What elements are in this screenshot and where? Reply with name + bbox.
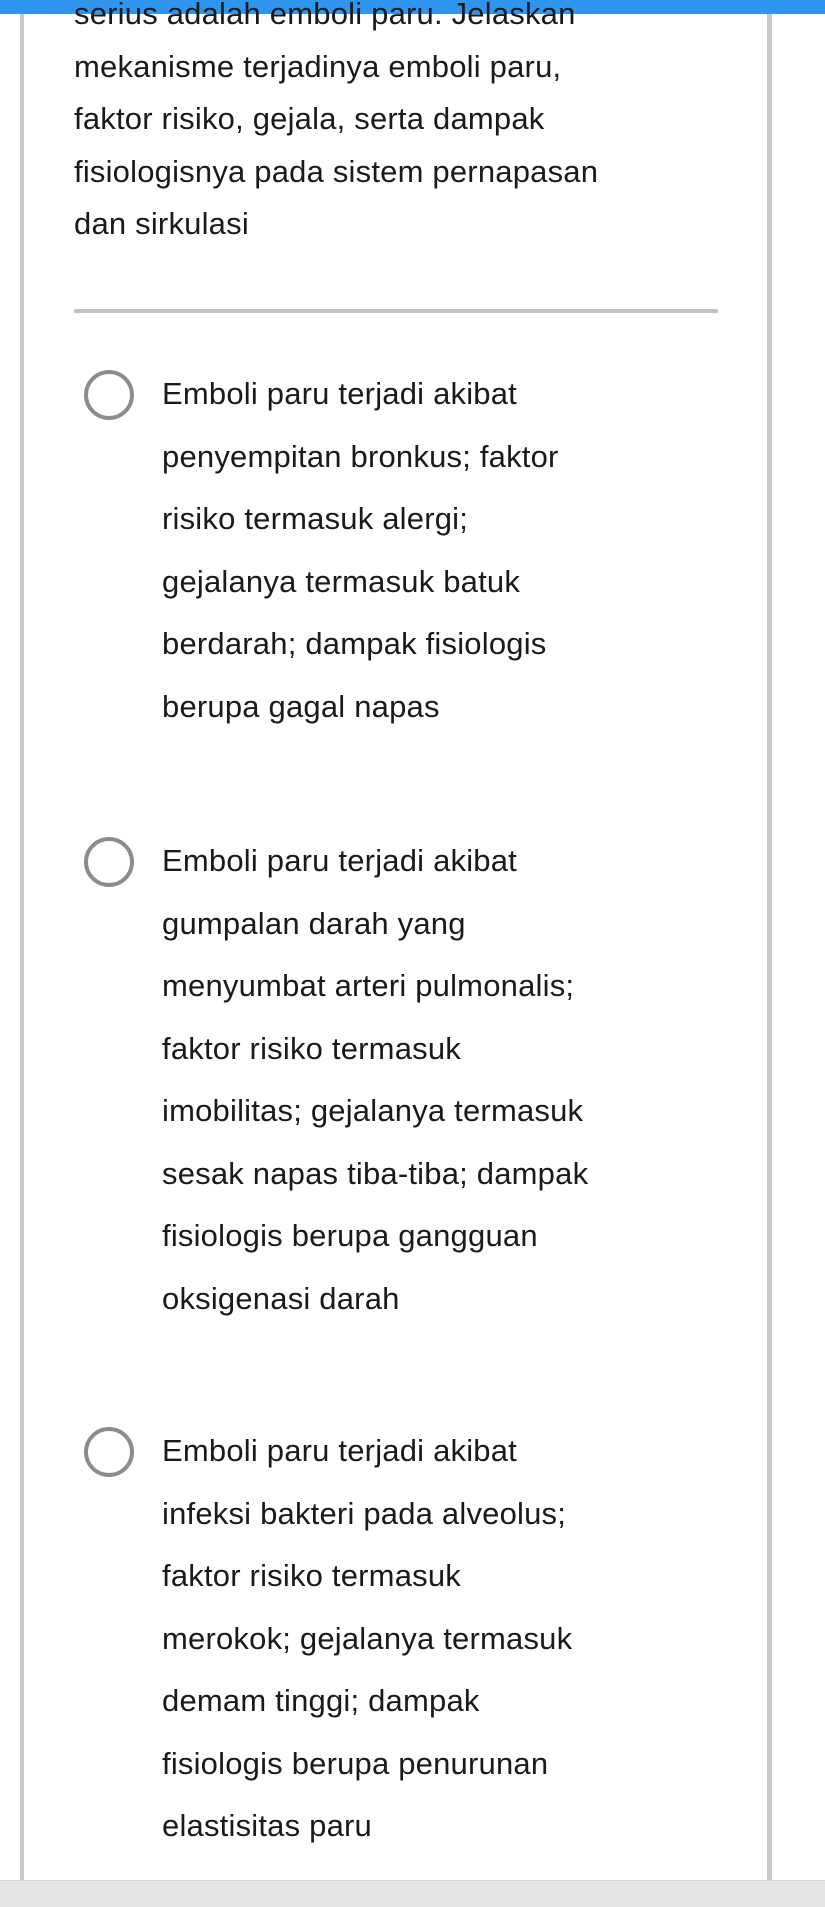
option-line: elastisitas paru — [162, 1808, 372, 1843]
radio-button-option-3[interactable] — [84, 1427, 134, 1477]
option-line: faktor risiko termasuk — [162, 1558, 461, 1593]
radio-button-option-1[interactable] — [84, 370, 134, 420]
option-line: oksigenasi darah — [162, 1280, 400, 1316]
option-line: Emboli paru terjadi akibat — [162, 376, 517, 411]
option-line: gumpalan darah yang — [162, 905, 466, 941]
option-line: risiko termasuk alergi; — [162, 501, 469, 536]
option-line: imobilitas; gejalanya termasuk — [162, 1093, 584, 1128]
question-line: faktor risiko, gejala, serta dampak — [74, 101, 545, 136]
divider — [74, 309, 718, 313]
option-line: fisiologis berupa gangguan — [162, 1218, 538, 1253]
option-line: penyempitan bronkus; faktor — [162, 438, 559, 474]
question-line: mekanisme terjadinya emboli paru, — [74, 48, 562, 84]
option-line: menyumbat arteri pulmonalis; — [162, 968, 575, 1003]
option-line: Emboli paru terjadi akibat — [162, 1433, 517, 1468]
question-line: dan sirkulasi — [74, 206, 249, 241]
question-text — [74, 0, 714, 251]
scroll-rail-right — [767, 14, 772, 1880]
option-line: gejalanya termasuk batuk — [162, 563, 521, 599]
option-line: fisiologis berupa penurunan — [162, 1745, 549, 1781]
option-line: berdarah; dampak fisiologis — [162, 626, 547, 661]
option-line: demam tinggi; dampak — [162, 1683, 480, 1718]
card-border-left — [20, 14, 24, 1880]
option-1-text[interactable] — [162, 363, 722, 738]
option-line: merokok; gejalanya termasuk — [162, 1620, 573, 1656]
option-line: faktor risiko termasuk — [162, 1030, 461, 1066]
radio-button-option-2[interactable] — [84, 837, 134, 887]
question-line: fisiologisnya pada sistem pernapasan — [74, 153, 599, 189]
option-2-text[interactable] — [162, 830, 722, 1330]
option-line: infeksi bakteri pada alveolus; — [162, 1495, 567, 1531]
option-line: berupa gagal napas — [162, 688, 440, 724]
option-line: Emboli paru terjadi akibat — [162, 843, 517, 878]
bottom-bar — [0, 1880, 825, 1907]
option-line: sesak napas tiba-tiba; dampak — [162, 1155, 589, 1191]
option-3-text[interactable] — [162, 1420, 722, 1858]
question-line: serius adalah emboli paru. Jelaskan — [74, 0, 576, 31]
